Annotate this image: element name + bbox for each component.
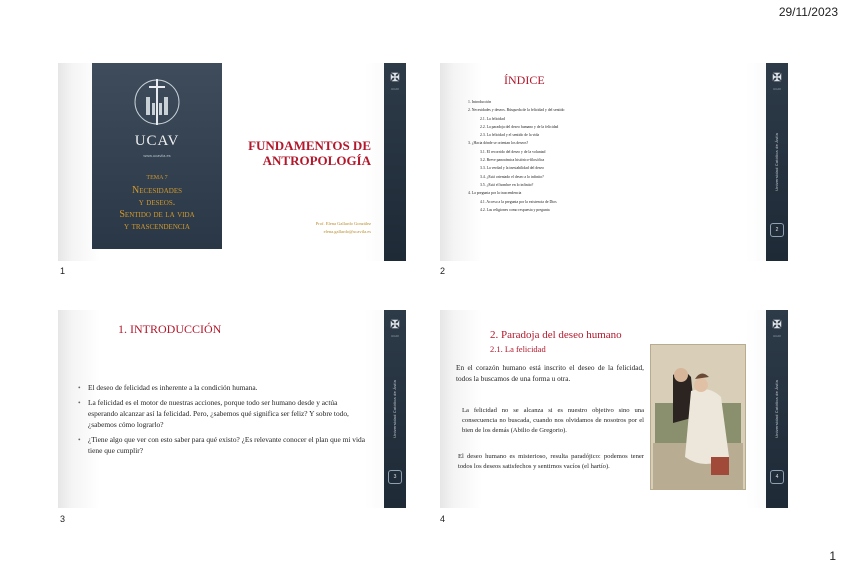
index-subitem: 4.2. Las religiones como respuesta y pregunta (480, 207, 550, 212)
slide-2[interactable] (440, 63, 788, 261)
paragraph: El deseo humano es misterioso, resulta paradójico: podemos tener todos los deseos satisfechos y sentirnos vacíos (el hartío). (458, 453, 644, 470)
professor-info: Prof. Elena Gallardo González elena.gallardo@ucavila.es (315, 221, 371, 234)
index-subitem: 3.4. ¿Está orientado el deseo a lo infinito? (480, 174, 544, 179)
ucav-logo-icon: ✠ (772, 71, 782, 84)
sidebar-vertical-text: Universidad Católica de Ávila (774, 380, 779, 438)
index-list (468, 98, 748, 214)
title-panel (92, 63, 222, 249)
ucav-logo-icon: ✠ (772, 318, 782, 331)
index-subitem: 4.1. Acceso a la pregunta por la existencia de Dios (480, 199, 557, 204)
bullet-list (78, 382, 368, 460)
page-number: 1 (829, 549, 836, 563)
index-subitem: 3.5. ¿Está el hombre en lo infinito? (480, 182, 534, 187)
painting-image (650, 344, 746, 490)
print-date: 29/11/2023 (778, 5, 838, 19)
slide-4[interactable] (440, 310, 788, 508)
index-subitem: 3.2. Breve panorámica histórico-filosófica (480, 158, 545, 163)
index-subitem: 2.2. La paradoja del deseo humano y de la felicidad (480, 124, 559, 129)
index-subitem: 2.3. La felicidad y el sentido de la vida (480, 133, 540, 138)
sidebar-vertical-text: Universidad Católica de Ávila (392, 380, 397, 438)
slide-subtitle: 2.1. La felicidad (490, 344, 546, 354)
bullet-item: • La felicidad es el motor de nuestras acciones, porque todo ser humano desde y actúa esperando alcanzar así la felicidad. Pero, ¿sabemos qué significa ser feliz? Y sobre todo, ¿sabemos cómo lograrlo? (78, 397, 368, 430)
ucav-logo-icon: ✠ (390, 318, 400, 331)
index-subitem: 3.3. La verdad y la inestabilidad del deseo (480, 166, 544, 171)
index-item: 3. ¿Hacia dónde se orientan los deseos? (468, 141, 529, 146)
index-item: 2. Necesidades y deseos. Búsqueda de la felicidad y del sentido (468, 108, 565, 113)
slide-page-box: 2 (770, 223, 784, 237)
slide-title: 1. INTRODUCCIÓN (118, 322, 222, 336)
slide-3[interactable] (58, 310, 406, 508)
sidebar-vertical-text: Universidad Católica de Ávila (774, 133, 779, 191)
logo-caption: UCAV (772, 87, 782, 91)
bullet-item: • El deseo de felicidad es inherente a la condición humana. (78, 382, 368, 393)
slide-number: 1 (60, 266, 66, 276)
course-title: FUNDAMENTOS DE ANTROPOLOGÍA (248, 138, 371, 168)
university-crest-icon (132, 73, 182, 131)
logo-caption: UCAV (772, 334, 782, 338)
tema-subtitle: Necesidades y deseos. Sentido de la vida y trascendencia (119, 185, 195, 232)
index-item: 1. Introducción (468, 100, 492, 104)
logo-caption: UCAV (390, 87, 400, 91)
bullet-item: • ¿Tiene algo que ver con esto saber para qué existo? ¿Es relevante conocer el plan que mi vida tiene que cumplir? (78, 434, 368, 456)
ucav-logo-icon: ✠ (390, 71, 400, 84)
slide-sidebar (384, 310, 406, 508)
paragraph: La felicidad no se alcanza si es nuestro objetivo sino una consecuencia no buscada, cuando nos olvidamos de nosotros por el bien de los demás (Abilio de Gregorio). (462, 407, 644, 434)
slide-page-box: 4 (770, 470, 784, 484)
index-subitem: 2.1. La felicidad (480, 116, 505, 121)
ucav-website: www.ucavila.es (143, 153, 171, 158)
tema-label: TEMA 7 (146, 175, 168, 181)
index-subitem: 3.1. El recorrido del deseo y de la voluntad (480, 149, 546, 154)
slide-sidebar (766, 310, 788, 508)
slide-title: 2. Paradoja del deseo humano (490, 329, 622, 341)
slide-sidebar (766, 63, 788, 261)
slide-page-box: 3 (388, 470, 402, 484)
slide-title: ÍNDICE (504, 73, 545, 87)
paragraph: En el corazón humano está inscrito el deseo de la felicidad, todos la buscamos de una forma u otra. (456, 363, 644, 383)
logo-caption: UCAV (390, 334, 400, 338)
slide-1[interactable] (58, 63, 406, 261)
ucav-wordmark: UCAV (134, 133, 180, 149)
slide-sidebar (384, 63, 406, 261)
index-item: 4. La pregunta por la trascendencia (468, 191, 522, 196)
slide-number: 2 (440, 266, 446, 276)
slide-number: 3 (60, 514, 66, 524)
slide-number: 4 (440, 514, 446, 524)
